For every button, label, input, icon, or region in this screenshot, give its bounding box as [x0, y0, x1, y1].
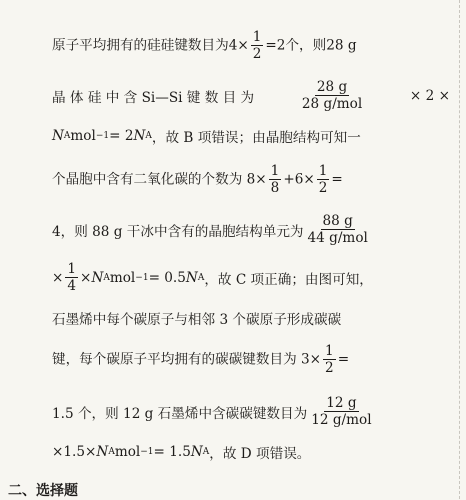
text-line-6: × $\frac{1}{4}$ × N A mol −1 = 0.5 N A ，故 C 项正确；由图可知， — [52, 261, 373, 295]
fraction-12g-per-12gmol: $\frac{12 g}{\text{12 g/mol}}$ — [311, 395, 372, 429]
text-line-1 — [52, 30, 450, 62]
text-line-2 — [52, 80, 450, 112]
fraction-one-quarter: $\frac{1}{4}$ — [67, 261, 77, 295]
line-5-text: 4，则 88 g 干冰中含有的晶胞结构单元为 — [52, 223, 304, 240]
text-line-8: 键，每个碳原子平均拥有的碳碳键数目为 3× $\frac{1}{2}$ = — [52, 343, 350, 377]
line-2-text-end: × 2 × — [409, 87, 450, 104]
line-4-text: 个晶胞中含有二氧化碳的个数为 8× — [52, 171, 267, 188]
text-line-5 — [52, 214, 450, 246]
fraction-one-half: $\frac{1}{2}$ — [325, 343, 334, 377]
fraction-28g-per-molar-mass: $\frac{28 g}{\text{28 g/mol}}$ — [301, 79, 363, 113]
fraction-one-half: $\frac{1}{2}$ — [252, 29, 262, 63]
line-1-text: 原子平均拥有的硅硅键数目为4× — [52, 37, 249, 54]
line-6-text: ，故 C 项正确；由图可知， — [204, 271, 373, 288]
text-line-3: N A mol −1 = 2 N A ，故 B 项错误；由晶胞结构可知一 — [52, 128, 361, 146]
text-line-10: ×1.5× N A mol −1 = 1.5 N A ，故 D 项错误。 — [52, 444, 311, 462]
line-9-text: 1.5 个，则 12 g 石墨烯中含碳碳键数目为 — [52, 405, 308, 422]
line-2-text: 晶 体 硅 中 含 Si—Si 键 数 目 为 — [52, 89, 255, 106]
page-edge-divider — [459, 0, 460, 499]
text-line-7 — [52, 308, 450, 328]
text-line-4: 个晶胞中含有二氧化碳的个数为 8× $\frac{1}{8}$ +6× $\frac{1}{2}$ = — [52, 163, 343, 197]
fraction-88g-per-44gmol: $\frac{88 g}{\text{44 g/mol}}$ — [307, 213, 368, 247]
fraction-one-half: $\frac{1}{2}$ — [318, 163, 328, 197]
line-1-text-end: =2个，则28 g — [265, 37, 357, 54]
section-heading: 二、选择题 — [8, 483, 78, 499]
line-10-text: ，故 D 项错误。 — [209, 446, 311, 462]
text-line-9 — [52, 396, 450, 428]
fraction-one-eighth: $\frac{1}{8}$ — [270, 163, 280, 197]
line-3-text: ，故 B 项错误；由晶胞结构可知一 — [151, 130, 361, 146]
line-8-text: 键，每个碳原子平均拥有的碳碳键数目为 3× — [52, 351, 322, 368]
line-7-text: 石墨烯中每个碳原子与相邻 3 个碳原子形成碳碳 — [52, 312, 342, 328]
